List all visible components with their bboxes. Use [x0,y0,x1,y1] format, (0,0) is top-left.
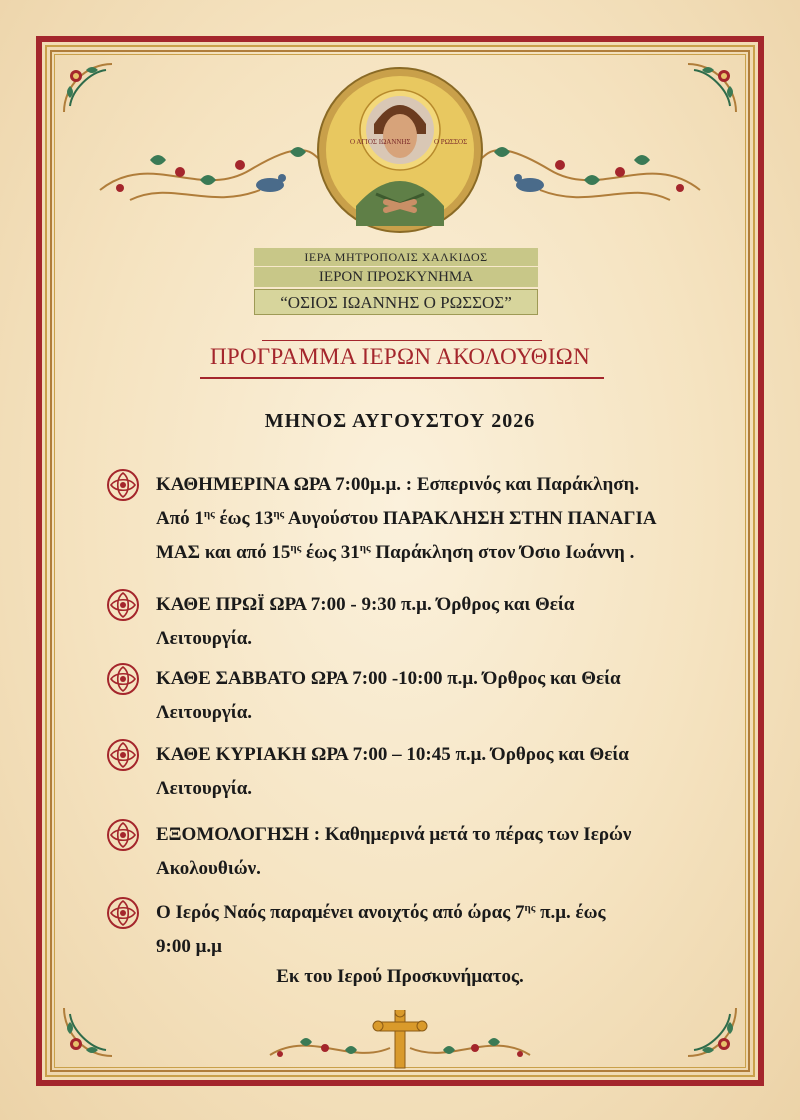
ornament-bullet-icon [106,896,140,930]
ordinal-suffix: ης [524,902,536,914]
ornament-bullet-icon [106,468,140,502]
footer-signature: Εκ του Ιερού Προσκυνήματος. [276,966,524,987]
entry-line [156,536,704,570]
entry-line [156,896,704,930]
ordinal-suffix: ης [273,508,285,520]
icon-inscription-right: Ο ΡΩΣΣΟΣ [434,138,468,146]
header-banner [254,248,538,316]
entry-text: έως 31 [301,542,360,563]
ordinal-suffix: ης [290,542,302,554]
entry-text: έως 13 [214,508,274,529]
program-title: ΠΡΟΓΡΑΜΜΑ ΙΕΡΩΝ ΑΚΟΛΟΥΘΙΩΝ [210,344,590,369]
entry-line: Ακολουθιών. [156,858,261,879]
cross-ornament-icon [250,1010,550,1070]
ordinal-suffix: ης [203,508,215,520]
entry-line [156,502,704,536]
saint-name-label: “ΟΣΙΟΣ ΙΩΑΝΝΗΣ Ο ΡΩΣΣΟΣ” [254,289,538,315]
entry-text: π.μ. έως [535,902,606,923]
metropolis-label: ΙΕΡΑ ΜΗΤΡΟΠΟΛΙΣ ΧΑΛΚΙΔΟΣ [254,248,538,266]
entry-line: ΚΑΘΕ ΠΡΩΪ ΩΡΑ 7:00 - 9:30 π.μ. Όρθρος και Θεία [156,594,575,615]
ornament-bullet-icon [106,588,140,622]
title-rule [200,377,604,379]
entry-text: Παράκληση στον Όσιο Ιωάννη . [370,542,635,563]
icon-inscription-left: Ο ΑΓΙΟΣ ΙΩΑΝΝΗΣ [350,138,411,146]
shrine-label: ΙΕΡΟΝ ΠΡΟΣΚΥΝΗΜΑ [254,267,538,287]
ornament-bullet-icon [106,818,140,852]
entry-line: 9:00 μ.μ [156,936,222,957]
saint-icon [316,66,484,234]
ornament-bullet-icon [106,662,140,696]
entry-text: Αυγούστου ΠΑΡΑΚΛΗΣΗ ΣΤΗΝ ΠΑΝΑΓΙΑ [284,508,657,529]
entry-line: ΚΑΘΕ ΚΥΡΙΑΚΗ ΩΡΑ 7:00 – 10:45 π.μ. Όρθρος και Θεία [156,744,629,765]
entry-line: ΚΑΘΗΜΕΡΙΝΑ ΩΡΑ 7:00μ.μ. : Εσπερινός και Παράκληση. [156,474,640,495]
month-title: ΜΗΝΟΣ ΑΥΓΟΥΣΤΟΥ 2026 [264,410,536,432]
entry-line: ΚΑΘΕ ΣΑΒΒΑΤΟ ΩΡΑ 7:00 -10:00 π.μ. Όρθρος και Θεία [156,668,621,689]
entry-text: ΜΑΣ και από 15 [156,542,291,563]
entry-text: Ο Ιερός Ναός παραμένει ανοιχτός από ώρας 7 [156,902,525,923]
corner-ornament-icon [56,1000,120,1064]
entry-line: Λειτουργία. [156,628,253,649]
ornament-bullet-icon [106,738,140,772]
entry-line: ΕΞΟΜΟΛΟΓΗΣΗ : Καθημερινά μετά το πέρας των Ιερών [156,824,632,845]
corner-ornament-icon [680,1000,744,1064]
entry-text: Από 1 [156,508,204,529]
title-rule-top [262,340,542,341]
entry-line: Λειτουργία. [156,702,253,723]
ordinal-suffix: ης [359,542,371,554]
entry-line: Λειτουργία. [156,778,253,799]
